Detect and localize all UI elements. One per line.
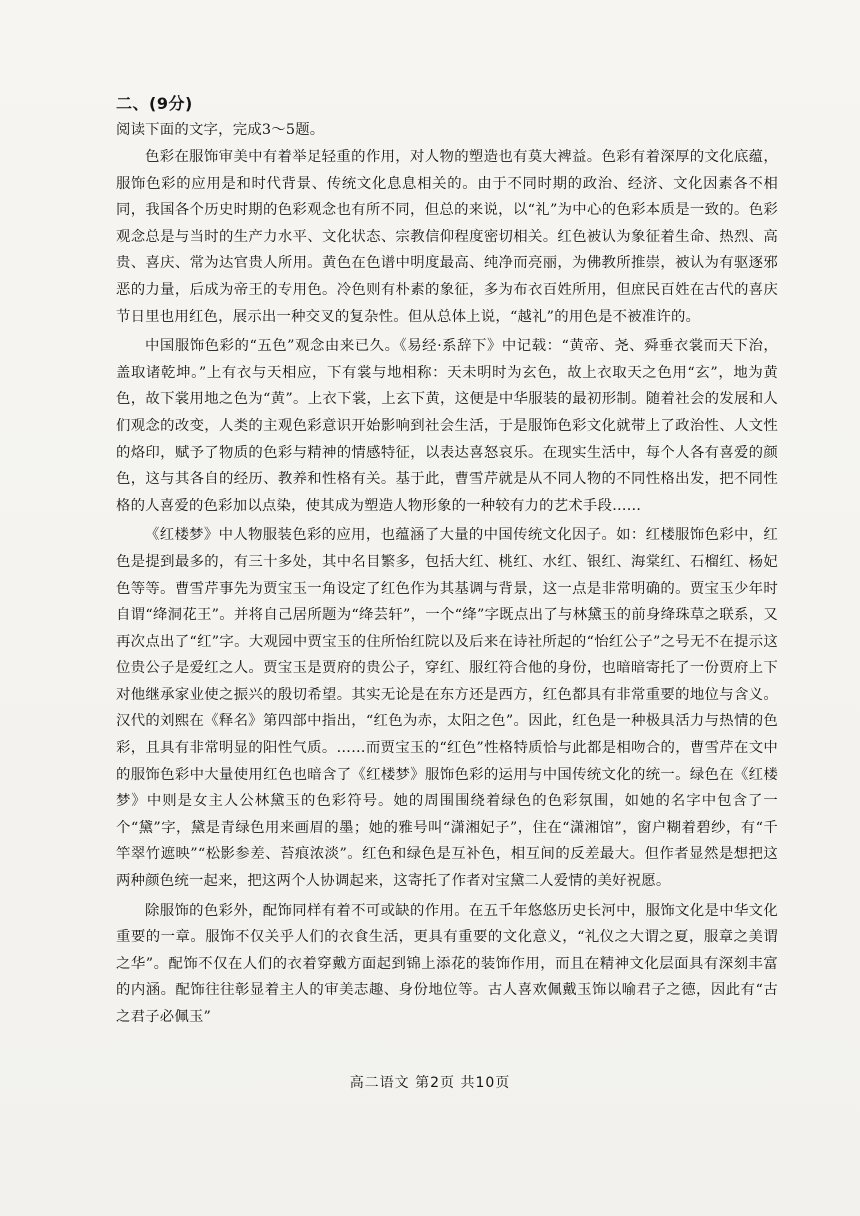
paragraph-4: 除服饰的色彩外，配饰同样有着不可或缺的作用。在五千年悠悠历史长河中，服饰文化是中华文化重要的一章。服饰不仅关乎人们的衣食生活，更具有重要的文化意义，“礼仪之大谓之夏，服章之美谓之华”。配饰不仅在人们的衣着穿戴方面起到锦上添花的装饰作用，而且在精神文化层面具有深刻丰富的内涵。配饰往往彰显着主人的审美志趣、身份地位等。古人喜欢佩戴玉饰以喻君子之德，因此有“古之君子必佩玉” (116, 902, 778, 1025)
section-title: 二、(9分) (116, 94, 193, 113)
paragraph-2: 中国服饰色彩的“五色”观念由来已久。《易经·系辞下》中记载：“黄帝、尧、舜垂衣裳而天下治，盖取诸乾坤。”上有衣与天相应，下有裳与地相称：天未明时为玄色，故上衣取天之色用“玄”，地为黄色，故下裳用地之色为“黄”。上衣下裳，上玄下黄，这便是中华服装的最初形制。随着社会的发展和人们观念的改变，人类的主观色彩意识开始影响到社会生活，于是服饰色彩文化就带上了政治性、人文性的烙印，赋予了物质的色彩与精神的情感特征，以表达喜怒哀乐。在现实生活中，每个人各有喜爱的颜色，这与其各自的经历、教养和性格有关。基于此，曹雪芹就是从不同人物的不同性格出发，把不同性格的人喜爱的色彩加以点染，使其成为塑造人物形象的一种较有力的艺术手段…… (116, 338, 778, 514)
instruction-text: 阅读下面的文字，完成3～5题。 (116, 122, 325, 138)
paragraph-3: 《红楼梦》中人物服装色彩的应用，也蕴涵了大量的中国传统文化因子。如：红楼服饰色彩中，红色是提到最多的，有三十多处，其中名目繁多，包括大红、桃红、水红、银红、海棠红、石榴红、杨妃色等等。曹雪芹事先为贾宝玉一角设定了红色作为其基调与背景，这一点是非常明确的。贾宝玉少年时自谓“绛洞花王”。并将自己居所题为“绛芸轩”，一个“绛”字既点出了与林黛玉的前身绛珠草之联系，又再次点出了“红”字。大观园中贾宝玉的住所怡红院以及后来在诗社所起的“怡红公子”之号无不在提示这位贵公子是爱红之人。贾宝玉是贾府的贵公子，穿红、服红符合他的身份，也暗暗寄托了一份贾府上下对他继承家业使之振兴的殷切希望。其实无论是在东方还是西方，红色都具有非常重要的地位与含义。汉代的刘熙在《释名》第四部中指出，“红色为赤，太阳之色”。因此，红色是一种极具活力与热情的色彩，且具有非常明显的阳性气质。……而贾宝玉的“红色”性格特质恰与此都是相吻合的，曹雪芹在文中的服饰色彩中大量使用红色也暗含了《红楼梦》服饰色彩的运用与中国传统文化的统一。绿色在《红楼梦》中则是女主人公林黛玉的色彩符号。她的周围围绕着绿色的色彩氛围，如她的名字中包含了一个“黛”字，黛是青绿色用来画眉的墨；她的雅号叫“潇湘妃子”，住在“潇湘馆”，窗户糊着碧纱，有“千竿翠竹遮映”“松影参差、苔痕浓淡”。红色和绿色是互补色，相互间的反差最大。但作者显然是想把这两种颜色统一起来，把这两个人协调起来，这寄托了作者对宝黛二人爱情的美好祝愿。 (116, 527, 778, 890)
page-content (116, 94, 778, 1034)
page-footer: 高二语文 第2页 共10页 (349, 1075, 511, 1091)
paragraph-1: 色彩在服饰审美中有着举足轻重的作用，对人物的塑造也有莫大裨益。色彩有着深厚的文化底蕴，服饰色彩的应用是和时代背景、传统文化息息相关的。由于不同时期的政治、经济、文化因素各不相同，我国各个历史时期的色彩观念也有所不同，但总的来说，以“礼”为中心的色彩本质是一致的。色彩观念总是与当时的生产力水平、文化状态、宗教信仰程度密切相关。红色被认为象征着生命、热烈、高贵、喜庆、常为达官贵人所用。黄色在色谱中明度最高、纯净而亮丽，为佛教所推崇，被认为有驱逐邪恶的力量，后成为帝王的专用色。冷色则有朴素的象征，多为布衣百姓所用，但庶民百姓在古代的喜庆节日里也用红色，展示出一种交叉的复杂性。但从总体上说，“越礼”的用色是不被准许的。 (116, 149, 778, 325)
